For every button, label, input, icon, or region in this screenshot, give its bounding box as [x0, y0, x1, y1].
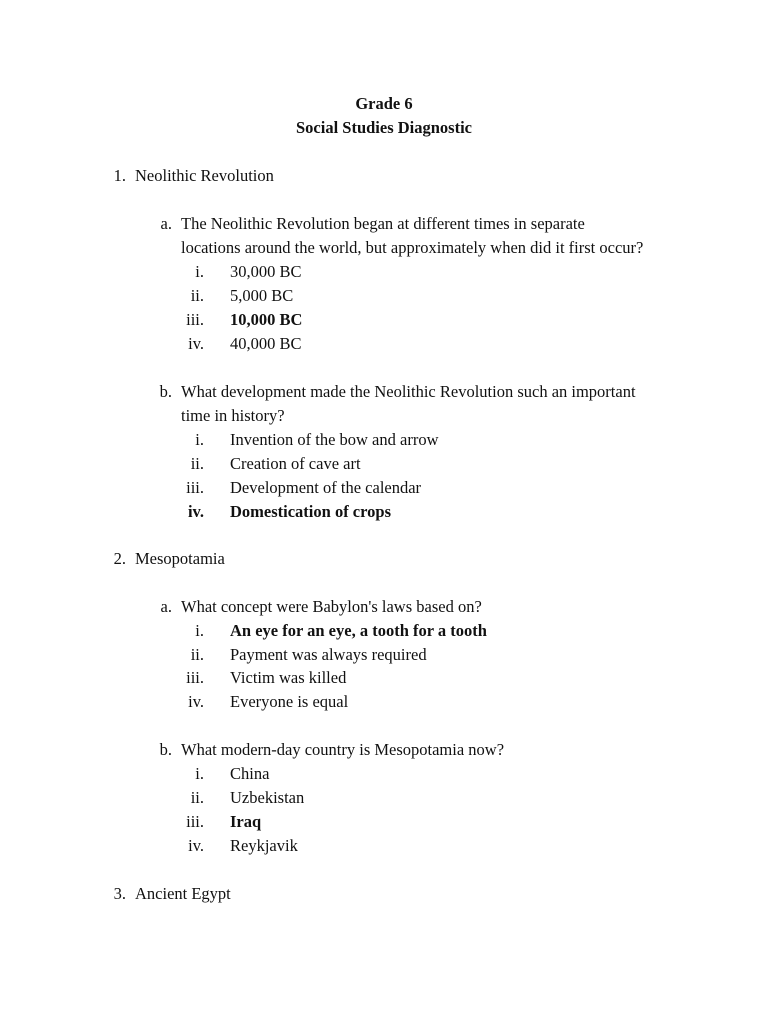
- option-text: 5,000 BC: [230, 286, 294, 305]
- section-number: 1.: [113, 166, 126, 185]
- question-letter: b.: [159, 382, 172, 401]
- question-text: What modern-day country is Mesopotamia now?: [181, 740, 505, 759]
- option-text: China: [230, 764, 270, 783]
- answer-option-text: An eye for an eye, a tooth for a tooth: [230, 621, 487, 640]
- option-numeral: i.: [195, 764, 204, 783]
- option-numeral: iv.: [188, 692, 204, 711]
- grade-heading: Grade 6: [355, 94, 413, 113]
- section-number: 2.: [113, 549, 126, 568]
- option-text: 30,000 BC: [230, 262, 302, 281]
- section-title: Neolithic Revolution: [135, 166, 274, 185]
- option-text: Payment was always required: [230, 645, 427, 664]
- section-number: 3.: [113, 884, 126, 903]
- question-letter: b.: [159, 740, 172, 759]
- question-text: The Neolithic Revolution began at different times in separate: [181, 214, 585, 233]
- section-title: Ancient Egypt: [135, 884, 231, 903]
- option-numeral: ii.: [190, 286, 204, 305]
- question-text: What development made the Neolithic Revolution such an important: [181, 382, 636, 401]
- question-text: locations around the world, but approximately when did it first occur?: [181, 238, 644, 257]
- answer-option-text: Domestication of crops: [230, 502, 392, 521]
- option-numeral: i.: [195, 262, 204, 281]
- option-numeral: ii.: [190, 454, 204, 473]
- question-letter: a.: [160, 597, 172, 616]
- option-text: Reykjavik: [230, 836, 298, 855]
- option-numeral: i.: [195, 621, 204, 640]
- option-numeral: ii.: [190, 788, 204, 807]
- option-numeral: ii.: [190, 645, 204, 664]
- option-text: Uzbekistan: [230, 788, 305, 807]
- question-text: What concept were Babylon's laws based on?: [181, 597, 482, 616]
- question-text: time in history?: [181, 406, 285, 425]
- option-text: 40,000 BC: [230, 334, 302, 353]
- question-letter: a.: [160, 214, 172, 233]
- option-numeral: iv.: [188, 334, 204, 353]
- option-numeral: iii.: [186, 310, 204, 329]
- option-numeral: iii.: [186, 812, 204, 831]
- section-title: Mesopotamia: [135, 549, 225, 568]
- answer-option-text: Iraq: [230, 812, 262, 831]
- option-numeral: iii.: [186, 668, 204, 687]
- answer-option-text: 10,000 BC: [230, 310, 303, 329]
- option-text: Invention of the bow and arrow: [230, 430, 439, 449]
- option-numeral: i.: [195, 430, 204, 449]
- option-text: Everyone is equal: [230, 692, 349, 711]
- option-text: Victim was killed: [230, 668, 347, 687]
- option-numeral: iv.: [188, 836, 204, 855]
- option-numeral: iv.: [187, 502, 204, 521]
- option-text: Development of the calendar: [230, 478, 422, 497]
- document-title: Social Studies Diagnostic: [295, 118, 473, 137]
- option-numeral: iii.: [186, 478, 204, 497]
- option-text: Creation of cave art: [230, 454, 361, 473]
